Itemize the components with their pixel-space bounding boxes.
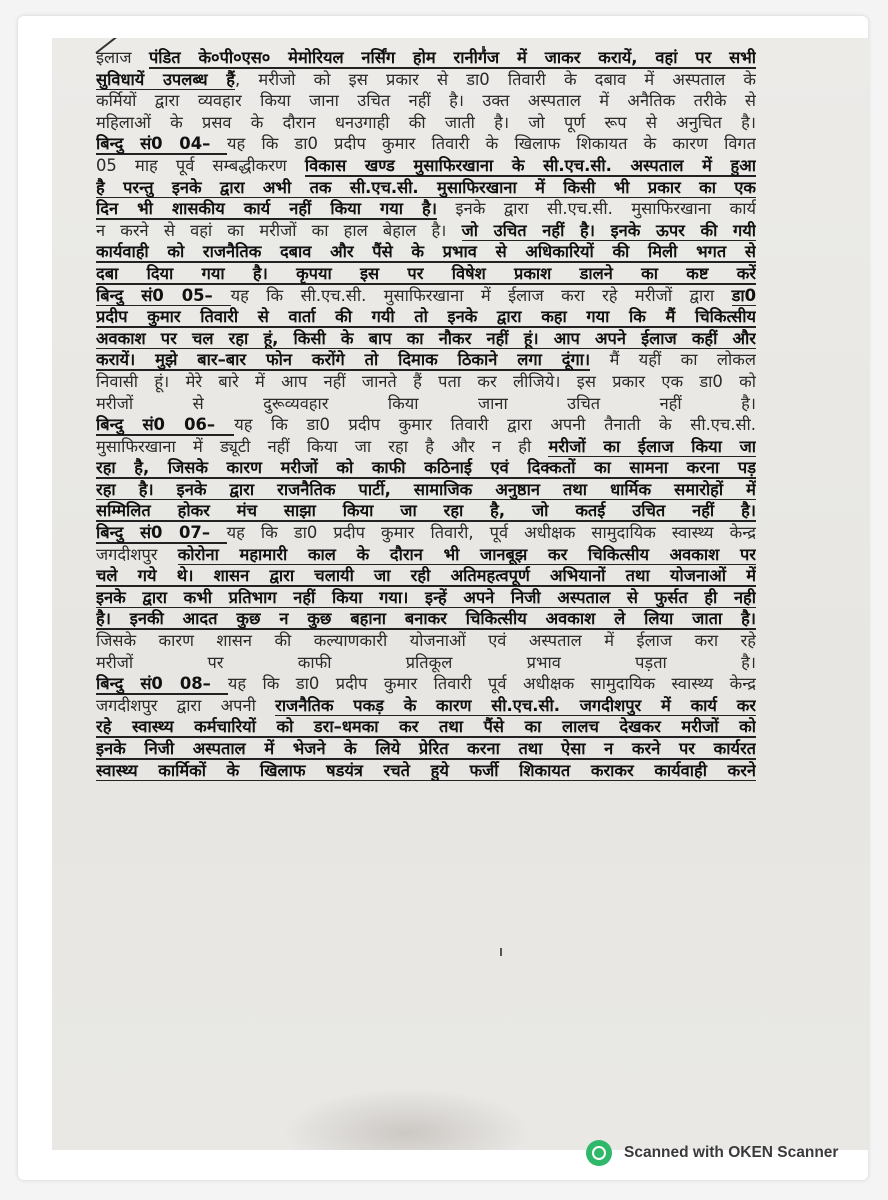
document-line xyxy=(96,328,756,350)
underlined-text: कोरोना महामारी काल के दौरान भी जानबूझ कर चिकित्सीय अवकाश पर xyxy=(177,544,756,564)
underlined-text: बिन्दु सं0 06– xyxy=(96,415,235,435)
underlined-text: सम्मिलित होकर मंच साझा किया जा रहा है, जो कतई उचित नहीं है। xyxy=(96,501,756,521)
text-segment: मरीजों से दुरूव्यवहार किया जाना उचित नहीं है। xyxy=(96,393,756,413)
document-line xyxy=(96,90,756,112)
document-line xyxy=(96,133,756,155)
document-line xyxy=(96,349,756,371)
text-segment: यह कि डा0 प्रदीप कुमार तिवारी के खिलाफ शिकायत के कारण विगत xyxy=(227,134,756,154)
document-line xyxy=(96,436,756,458)
document-line xyxy=(96,69,756,91)
document-line xyxy=(96,565,756,587)
text-segment: मैं यहीं का लोकल xyxy=(590,350,756,370)
document-line xyxy=(96,457,756,479)
document-line xyxy=(96,177,756,199)
underlined-text: प्रदीप कुमार तिवारी से वार्ता की गयी तो इनके द्वारा कहा गया कि मैं चिकित्सीय xyxy=(96,307,756,327)
text-segment: जगदीशपुर xyxy=(96,544,178,564)
underlined-text: मरीजों का ईलाज किया जा xyxy=(548,436,756,456)
underlined-text: जो उचित नहीं है। इनके ऊपर की गयी xyxy=(461,220,756,240)
text-segment: मरीजों पर काफी प्रतिकूल प्रभाव पड़ता है। xyxy=(96,652,756,672)
text-segment: निवासी हूं। मेरे बारे में आप नहीं जानते हैं पता कर लीजिये। इस प्रकार एक डा0 को xyxy=(96,371,756,391)
document-line xyxy=(96,544,756,566)
document-line xyxy=(96,198,756,220)
document-body xyxy=(96,47,756,781)
text-segment: यह कि डा0 प्रदीप कुमार तिवारी द्वारा अपनी तैनाती के सी.एच.सी. xyxy=(234,415,756,435)
document-line xyxy=(96,155,756,177)
document-line xyxy=(96,522,756,544)
document-line xyxy=(96,500,756,522)
underlined-text: पंडित के०पी०एस० मेमोरियल नर्सिंग होम रानीगंज में जाकर करायें, वहां पर सभी xyxy=(148,48,756,67)
document-line xyxy=(96,695,756,717)
underlined-text: सुविधायें उपलब्ध हैं xyxy=(96,69,235,89)
underlined-text: दबा दिया गया है। कृपया इस पर विषेश प्रकाश डालने का कष्ट करें xyxy=(96,263,756,283)
text-segment: न करने से वहां का मरीजों का हाल बेहाल है। xyxy=(96,220,462,240)
underlined-text: राजनैतिक पकड़ के कारण सी.एच.सी. जगदीशपुर में कार्य कर xyxy=(275,695,756,715)
underlined-text: स्वास्थ्य कार्मिकों के खिलाफ षडयंत्र रचते हुये फर्जी शिकायत कराकर कार्यवाही करने xyxy=(96,760,756,780)
underlined-text: इनके निजी अस्पताल में भेजने के लिये प्रेरित करना तथा ऐसा न करने पर कार्यरत xyxy=(96,739,756,758)
underlined-text: बिन्दु सं0 04– xyxy=(96,134,228,154)
document-line xyxy=(96,241,756,263)
document-line xyxy=(96,112,756,134)
scanner-label: Scanned with OKEN Scanner xyxy=(624,1144,839,1161)
document-line xyxy=(96,630,756,652)
underlined-text: बिन्दु सं0 08– xyxy=(96,674,228,694)
document-line xyxy=(96,760,756,782)
underlined-text: दिन भी शासकीय कार्य नहीं किया गया है। xyxy=(96,199,437,219)
document-line xyxy=(96,608,756,630)
underlined-text: डा0 xyxy=(731,285,756,305)
document-line xyxy=(96,220,756,242)
document-line xyxy=(96,414,756,436)
text-segment: यह कि सी.एच.सी. मुसाफिरखाना में ईलाज करा रहे मरीजों द्वारा xyxy=(230,285,732,305)
document-line xyxy=(96,479,756,501)
underlined-text: है। इनकी आदत कुछ न कुछ बहाना बनाकर चिकित्सीय अवकाश ले लिया जाता है। xyxy=(96,609,756,629)
text-segment: कर्मियों द्वारा व्यवहार किया जाना उचित नहीं है। उक्त अस्पताल में अनैतिक तरीके से xyxy=(96,91,756,111)
document-line xyxy=(96,587,756,609)
document-line xyxy=(96,306,756,328)
text-segment: 05 माह पूर्व सम्बद्धीकरण xyxy=(96,155,305,175)
underlined-text: रहे स्वास्थ्य कर्मचारियों को डरा–धमका कर तथा पैंसे का लालच देखकर मरीजों को xyxy=(96,717,756,737)
document-line xyxy=(96,738,756,760)
document-line xyxy=(96,263,756,285)
text-segment: इनके द्वारा सी.एच.सी. मुसाफिरखाना कार्य xyxy=(436,199,756,219)
underlined-text: बिन्दु सं0 05– xyxy=(96,285,231,305)
underlined-text: करायें। मुझे बार–बार फोन करोंगे तो दिमाक ठिकाने लगा दूंगा। xyxy=(96,350,591,370)
text-segment: , मरीजो को इस प्रकार से डा0 तिवारी के दबाव में अस्पताल के xyxy=(234,69,756,89)
underlined-text: कार्यवाही को राजनैतिक दबाव और पैंसे के प्रभाव से अधिकारियों की मिली भगत से xyxy=(96,242,756,262)
underlined-text: अवकाश पर चल रहा हूं, किसी के बाप का नौकर नहीं हूं। आप अपने ईलाज कहीं और xyxy=(96,328,756,348)
underlined-text: चले गये थे। शासन द्वारा चलायी जा रही अतिमहत्वपूर्ण अभियानों तथा योजनाओं में xyxy=(96,566,756,586)
text-segment: जगदीशपुर द्वारा अपनी xyxy=(96,695,276,715)
document-line xyxy=(96,285,756,307)
document-line xyxy=(96,47,756,69)
document-line xyxy=(96,716,756,738)
text-segment: जिसके कारण शासन की कल्याणकारी योजनाओं एवं अस्पताल में ईलाज करा रहे xyxy=(96,631,756,651)
text-segment: यह कि डा0 प्रदीप कुमार तिवारी, पूर्व अधीक्षक सामुदायिक स्वास्थ्य केन्द्र xyxy=(226,523,756,543)
text-segment: यह कि डा0 प्रदीप कुमार तिवारी पूर्व अधीक्षक सामुदायिक स्वास्थ्य केन्द्र xyxy=(227,674,756,694)
text-segment: महिलाओं के प्रसव के दौरान धनउगाही की जाती है। जो पूर्ण रूप से अनुचित है। xyxy=(96,112,756,132)
text-segment: मुसाफिरखाना में ड्यूटी नहीं किया जा रहा है और न ही xyxy=(96,436,549,456)
underlined-text: रहा है, जिसके कारण मरीजों को काफी कठिनाई एवं दिक्कतों का सामना करना पड़ xyxy=(96,458,756,478)
document-line xyxy=(96,393,756,415)
underlined-text: है परन्तु इनके द्वारा अभी तक सी.एच.सी. मुसाफिरखाना में किसी भी प्रकार का एक xyxy=(96,177,756,197)
underlined-text: विकास खण्ड मुसाफिरखाना के सी.एच.सी. अस्पताल में हुआ xyxy=(304,155,756,175)
underlined-text: रहा है। इनके द्वारा राजनैतिक पार्टी, सामाजिक अनुष्ठान तथा धार्मिक समारोहों में xyxy=(96,479,756,499)
page-mark-bottom xyxy=(500,948,502,956)
scanner-watermark xyxy=(586,1140,838,1166)
underlined-text: इनके द्वारा कभी प्रतिभाग नहीं किया गया। इन्हें अपने निजी अस्पताल से फुर्सत ही नही xyxy=(96,587,756,607)
underlined-text: बिन्दु सं0 07– xyxy=(96,523,227,543)
oken-scanner-logo-icon xyxy=(586,1140,612,1166)
document-line xyxy=(96,673,756,695)
paper-shadow xyxy=(282,1088,532,1150)
document-line xyxy=(96,371,756,393)
document-line xyxy=(96,652,756,674)
text-segment: इलाज xyxy=(96,48,149,67)
